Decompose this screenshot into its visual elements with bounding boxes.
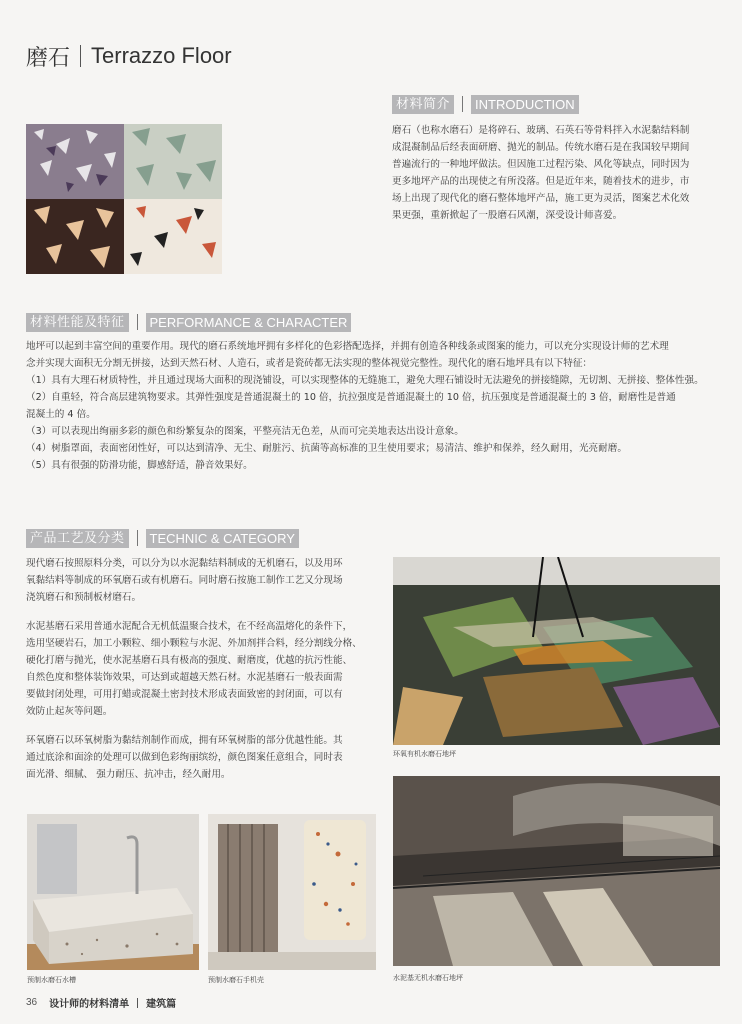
technic-line: 氧黏结料等制成的环氧磨石或有机磨石。同时磨石按施工制作工艺又分现场 [26, 575, 343, 586]
technic-line: 要做封闭处理，可用打蜡或混凝土密封技术形成表面致密的封闭面，可以有 [26, 689, 343, 700]
technic-heading-cn: 产品工艺及分类 [26, 529, 129, 548]
intro-line: 成混凝制品后经表面研磨、抛光的制品。传统水磨石是在我国较早期间 [392, 142, 690, 153]
technic-line: 效防止起灰等问题。 [26, 706, 113, 717]
page-number: 36 [26, 997, 38, 1008]
heading-divider [137, 314, 138, 330]
epoxy-floor-caption: 环氧有机水磨石地坪 [393, 750, 456, 758]
title-divider [80, 45, 81, 67]
intro-text [392, 122, 722, 224]
performance-heading [26, 312, 351, 332]
book-volume: 建筑篇 [146, 999, 177, 1010]
cement-floor-photo [393, 776, 720, 966]
precast-sink-caption: 预制水磨石水槽 [27, 976, 76, 984]
technic-line: 浇筑磨石和预制板材磨石。 [26, 592, 142, 603]
technic-heading [26, 528, 299, 548]
performance-line: （5）具有很强的防滑功能，脚感舒适，静音效果好。 [26, 460, 253, 471]
intro-heading-cn: 材料简介 [392, 95, 454, 114]
heading-divider [462, 96, 463, 112]
technic-line: 现代磨石按照原料分类，可以分为以水泥黏结料制成的无机磨石，以及用环 [26, 558, 343, 569]
performance-text [26, 338, 722, 474]
title-chinese: 磨石 [26, 45, 71, 71]
intro-line: 普遍流行的一种地坪做法。但因施工过程污染、风化等缺点，同时因为 [392, 159, 690, 170]
intro-line: 磨石（也称水磨石）是将碎石、玻璃、石英石等骨料拌入水泥黏结料制 [392, 125, 690, 136]
heading-divider [137, 530, 138, 546]
performance-heading-en: PERFORMANCE & CHARACTER [146, 313, 352, 332]
intro-heading [392, 94, 579, 114]
performance-line: （4）树脂罩面，表面密闭性好，可以达到清净、无尘、耐脏污、抗菌等高标准的卫生使用要求；易清洁、维护和保养，经久耐用，光亮耐磨。 [26, 443, 627, 454]
performance-line: （1）具有大理石材质特性，并且通过现场大面积的现浇铺设，可以实现整体的无缝施工，避免大理石铺设时无法避免的拼接缝隙，无切割、无拼接、整体性强。 [26, 375, 704, 386]
intro-line: 更多地坪产品的出现使之有所没落。但是近年来，随着技术的进步，市 [392, 176, 690, 187]
technic-line: 水泥基磨石采用普通水泥配合无机低温聚合技术，在不经高温熔化的条件下， [26, 621, 353, 632]
precast-handle-caption: 预制水磨石手机壳 [208, 976, 264, 984]
technic-line: 硬化打磨与抛光，使水泥基磨石具有极高的强度、耐磨度，优越的抗污性能、 [26, 655, 353, 666]
technic-line: 面光滑、细腻、 强力耐压、抗冲击，经久耐用。 [26, 769, 231, 780]
technic-heading-en: TECHNIC & CATEGORY [146, 529, 299, 548]
cement-floor-caption: 水泥基无机水磨石地坪 [393, 974, 463, 982]
terrazzo-samples-image [26, 124, 222, 274]
intro-line: 果更强，重新掀起了一股磨石风潮，深受设计师喜爱。 [392, 210, 623, 221]
performance-line: （3）可以表现出绚丽多彩的颜色和纷繁复杂的图案，平整亮洁无色差，从而可完美地表达出设计意象。 [26, 426, 464, 437]
performance-heading-cn: 材料性能及特征 [26, 313, 129, 332]
epoxy-floor-photo [393, 557, 720, 745]
technic-line: 通过底涂和面涂的处理可以做到色彩绚丽缤纷，颜色图案任意组合，同时表 [26, 752, 343, 763]
performance-line: 地坪可以起到丰富空间的重要作用。现代的磨石系统地坪拥有多样化的色彩搭配选择，并拥有创造各种线条或图案的能力，可以充分实现设计师的艺术理 [26, 341, 669, 352]
technic-line: 选用坚硬岩石，加工小颗粒、细小颗粒与水泥、外加剂拌合料，经分割线分格、 [26, 638, 362, 649]
title-english: Terrazzo Floor [91, 43, 232, 68]
performance-line: （2）自重轻，符合高层建筑物要求。其弹性强度是普通混凝土的 10 倍，抗拉强度是普通混凝土的 10 倍，抗压强度是普通混凝土的 3 倍，耐磨性是普通 [26, 392, 676, 403]
technic-line: 自然色度和整体装饰效果，可达到或超越天然石材。水泥基磨石一般表面需 [26, 672, 343, 683]
performance-line: 混凝土的 4 倍。 [26, 409, 96, 420]
page-title [26, 40, 232, 72]
footer-divider [137, 998, 138, 1008]
precast-sink-photo [27, 814, 199, 970]
book-title: 设计师的材料清单 [49, 999, 130, 1010]
precast-handle-photo [208, 814, 376, 970]
technic-line: 环氧磨石以环氧树脂为黏结剂制作而成，拥有环氧树脂的部分优越性能。其 [26, 735, 343, 746]
intro-line: 场上出现了现代化的磨石整体地坪产品，施工更为灵活，图案艺术化效 [392, 193, 690, 204]
performance-line: 念并实现大面积无分割无拼接，达到天然石材、人造石，或者是瓷砖都无法实现的整体视觉完整性。现代化的磨石地坪具有以下特征： [26, 358, 593, 369]
page-footer [26, 995, 176, 1010]
technic-text [26, 555, 376, 783]
intro-heading-en: INTRODUCTION [471, 95, 579, 114]
